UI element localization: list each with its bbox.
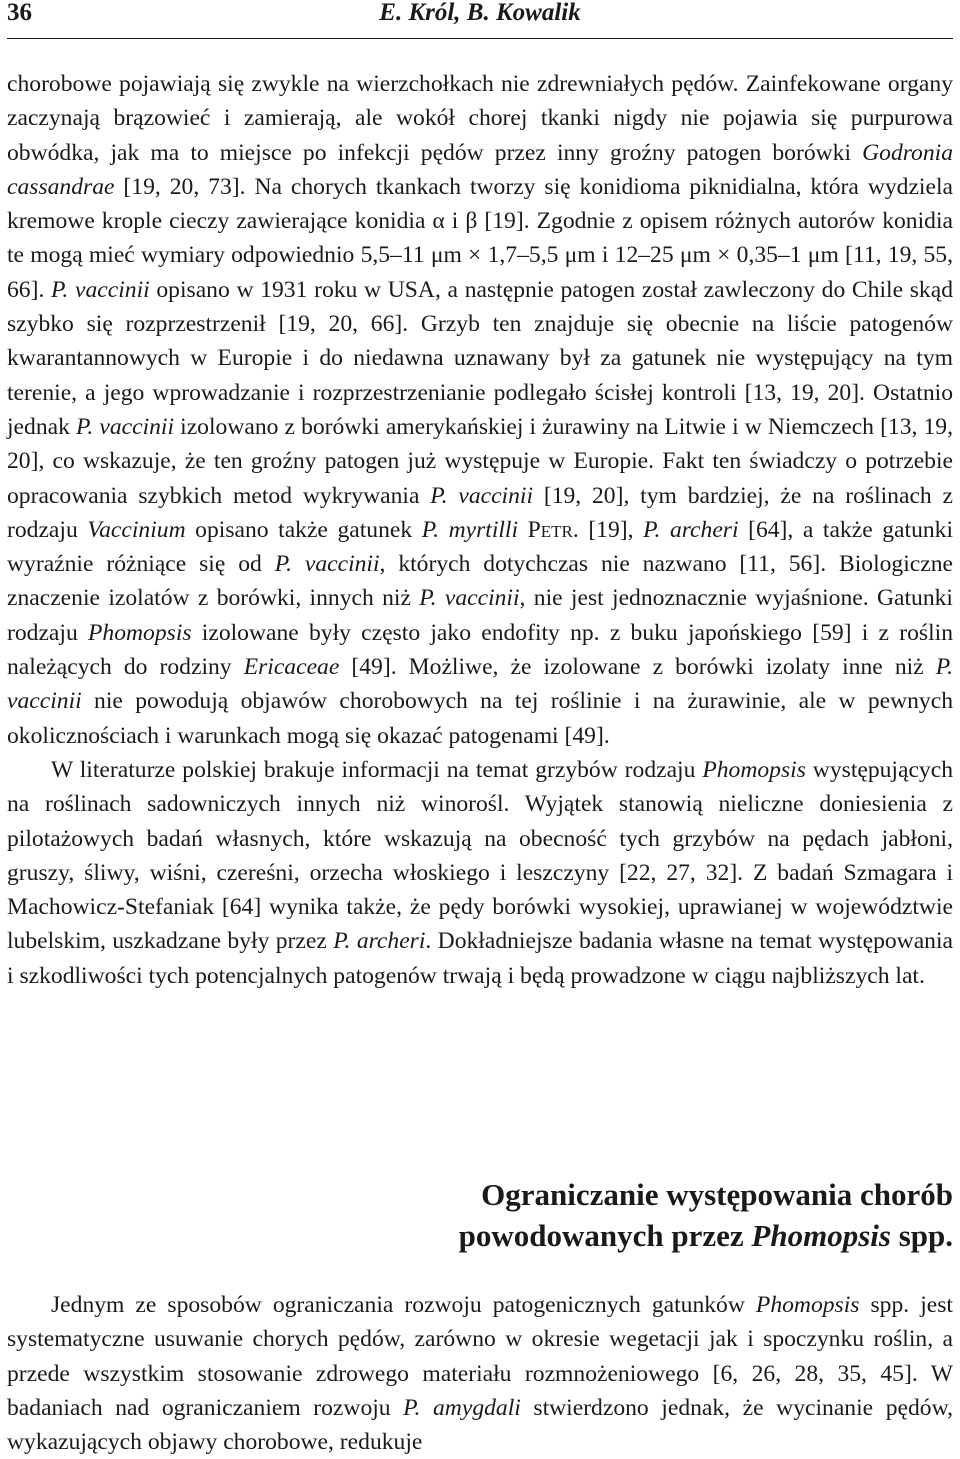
italic-run: Phomopsis <box>88 619 192 646</box>
text-run <box>518 517 528 543</box>
text-run: chorobowe pojawiają się zwykle na wierzchołkach nie zdrewniałych pędów. Zainfekowane organy zaczynają brązowieć i zamierają, ale wokół chorej tkanki nigdy nie pojawia się purpurowa obwódka, jak ma to miejsce po infekcji pędów przez inny groźny patogen borówki <box>7 71 953 166</box>
text-run: , nie jest jednoznacznie wyjaśnione. Gatunki rodzaju <box>7 585 953 646</box>
text-run: Petr <box>527 516 573 543</box>
text-run: występujących na roślinach sadowniczych innych niż winorośl. Wyjątek stanowią nieliczne doniesienia z pilotażowych badań własnych, które wskazują na obecność tych grzybów na pędach jabłoni, gruszy, śliwy, wiśni, czereśni, orzecha włoskiego i leszczyny [22, 27, 32]. Z badań Szmagara i Machowicz-Stefaniak [64] wynika także, że pędy borówki wysokiej, uprawianej w województwie lubelskim, uszkadzane były przez <box>7 756 953 955</box>
italic-run: P. vaccinii <box>76 413 175 440</box>
text-run: spp. jest systematyczne usuwanie chorych pędów, zarówno w okresie wegetacji jak i spoczynku roślin, a przede wszystkim stosowanie zdrowego materiału rozmnożeniowego [6, 26, 28, 35, 45]. W badaniach nad ograniczaniem rozwoju <box>7 1292 953 1421</box>
text-run: W literaturze polskiej brakuje informacji na temat grzybów rodzaju <box>51 756 703 783</box>
text-run: . Dokładniejsze badania własne na temat występowania i szkodliwości tych potencjalnych patogenów trwają i będą prowadzone w ciągu najbliższych lat. <box>7 928 953 989</box>
text-run: Jednym ze sposobów ograniczania rozwoju patogenicznych gatunków <box>51 1292 756 1318</box>
text-run: nie powodują objawów chorobowych na tej roślinie i na żurawinie, ale w pewnych okolicznościach i warunkach mogą się okazać patogenami [49]. <box>7 688 953 749</box>
section-heading-line-1: Ograniczanie występowania chorób <box>481 1177 953 1212</box>
italic-run: P. archeri <box>643 516 739 543</box>
text-run: opisano także gatunek <box>185 516 422 543</box>
paragraph-3 <box>7 1288 953 1459</box>
text-run: [49]. Możliwe, że izolowane z borówki izolaty inne niż <box>339 654 936 681</box>
italic-run: P. vaccinii <box>430 482 534 509</box>
italic-run: P. amygdali <box>403 1394 521 1421</box>
italic-run: Phomopsis <box>755 1292 860 1318</box>
section-heading-line-2: powodowanych przez Phomopsis spp. <box>458 1218 953 1253</box>
italic-run: P. vaccinii <box>419 585 520 612</box>
section-heading <box>459 1174 953 1256</box>
section-body <box>7 1288 953 1459</box>
text-run: . [19], <box>572 516 644 543</box>
text-run: stwierdzono jednak, że wycinanie pędów, wykazujących objawy chorobowe, redukuje <box>7 1394 953 1456</box>
text-run: [19, 20, 73]. Na chorych tkankach tworzy się konidioma piknidialna, która wydziela kremowe krople cieczy zawierające konidia α i β [19]. Zgodnie z opisem różnych autorów konidia te mogą mieć wymiary odpowiednio 5,5–11 μm × 1,7–5,5 μm i 12–25 μm × 0,35–1 μm [11, 19, 55, 66]. <box>7 173 953 303</box>
text-run: , których dotychczas nie nazwano [11, 56]. Biologiczne znaczenie izolatów z borówki, innych niż <box>7 551 953 612</box>
paragraph-1 <box>7 67 953 753</box>
text-run: izolowano z borówki amerykańskiej i żurawiny na Litwie i w Niemczech [13, 19, 20], co wskazuje, że ten groźny patogen już występuje w Europie. Fakt ten świadczy o potrzebie opracowania szybkich metod wykrywania <box>7 413 954 509</box>
text-run: [19, 20], tym bardziej, że na roślinach z rodzaju <box>7 482 954 543</box>
italic-run: P. vaccinii <box>274 551 380 578</box>
running-head: E. Król, B. Kowalik <box>379 0 581 26</box>
italic-run: Godronia cassandrae <box>7 139 953 200</box>
body-text <box>7 67 953 993</box>
text-run: izolowane były często jako endofity np. z buku japońskiego [59] i z roślin należących do rodziny <box>7 619 953 681</box>
paragraph-2 <box>7 753 953 993</box>
page-number: 36 <box>7 0 32 26</box>
italic-run: P. myrtilli <box>421 516 519 543</box>
italic-run: Phomopsis <box>702 756 806 783</box>
italic-run: P. vaccinii <box>51 276 150 303</box>
page-header <box>7 0 953 39</box>
italic-run: P. vaccinii <box>7 654 954 715</box>
text-run: [64], a także gatunki wyraźnie różniące się od <box>7 516 954 578</box>
italic-run: P. archeri <box>333 928 426 955</box>
text-run: opisano w 1931 roku w USA, a następnie patogen został zawleczony do Chile skąd szybko się rozprzestrzenił [19, 20, 66]. Grzyb ten znajduje się obecnie na liście patogenów kwarantannowych w Europie i do niedawna uznawany był za gatunek nie występujący na tym terenie, a jego wprowadzanie i rozprzestrzenianie podlegało ścisłej kontroli [13, 19, 20]. Ostatnio jednak <box>7 276 953 440</box>
italic-run: Ericaceae <box>243 654 340 681</box>
italic-run: Vaccinium <box>87 516 186 543</box>
section-heading-italic: Phomopsis <box>751 1218 891 1253</box>
